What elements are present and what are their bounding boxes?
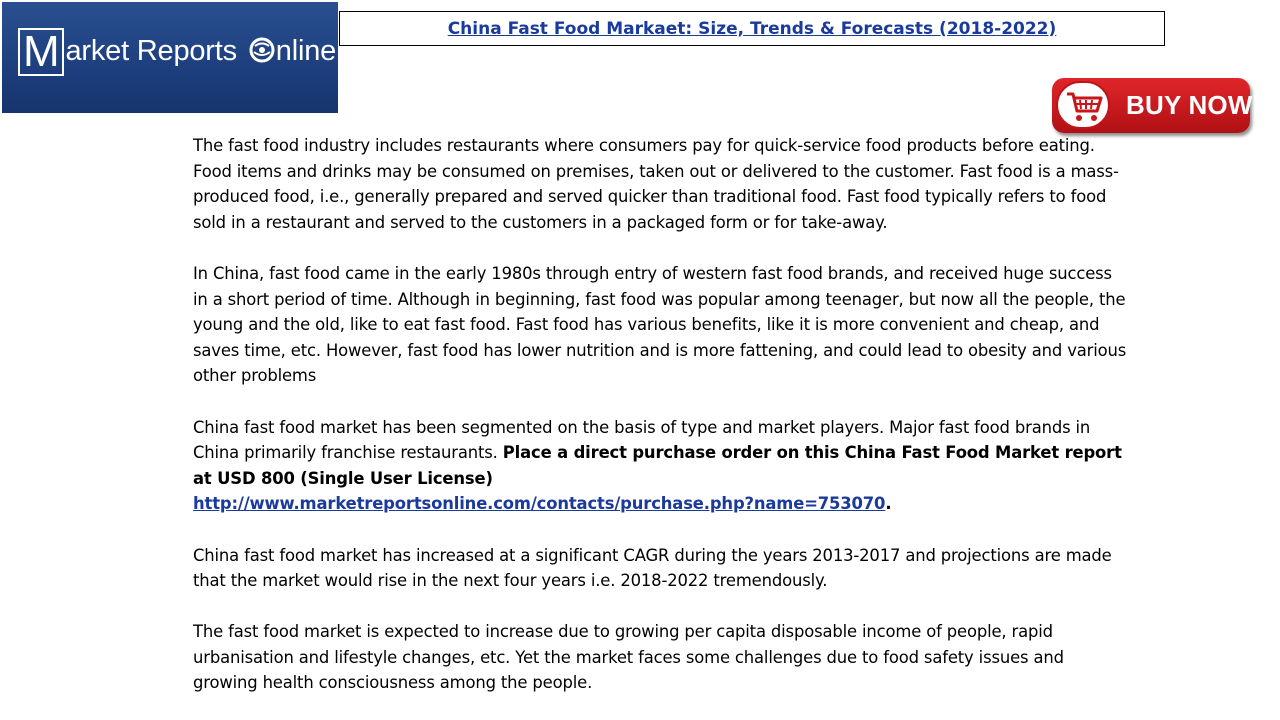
logo-text-tail: nline <box>275 35 337 67</box>
site-logo[interactable] <box>2 2 338 113</box>
logo-wordmark <box>18 28 336 76</box>
purchase-url-link[interactable]: http://www.marketreportsonline.com/contacts/purchase.php?name=753070 <box>193 494 886 514</box>
logo-m-letter: M <box>18 28 64 76</box>
purchase-offer-text: Place a direct purchase order on this China Fast Food Market report at USD 800 (Single User License) <box>193 443 1122 488</box>
purchase-period: . <box>885 494 892 514</box>
paragraph-drivers: The fast food market is expected to increase due to growing per capita disposable income of people, rapid urbanisation and lifestyle changes, etc. Yet the market faces some challenges due to food safety issues and growing health consciousness among the people. <box>193 622 1064 693</box>
paragraph-growth: China fast food market has increased at a significant CAGR during the years 2013-2017 and projections are made that the market would rise in the next four years i.e. 2018-2022 tremendously. <box>193 545 1112 591</box>
globe-o-icon <box>249 37 275 63</box>
title-box <box>339 11 1165 46</box>
report-description <box>193 133 1128 720</box>
paragraph-history: In China, fast food came in the early 1980s through entry of western fast food brands, and received huge success in a short period of time. Although in beginning, fast food was popular among teenager, but now all the people, the young and the old, like to eat fast food. Fast food has various benefits, like it is more convenient and cheap, and saves time, etc. However, fast food has lower nutrition and is more fattening, and could lead to obesity and various other problems <box>193 263 1127 386</box>
report-title-link[interactable]: China Fast Food Markaet: Size, Trends & Forecasts (2018-2022) <box>447 18 1057 39</box>
buy-now-label: BUY NOW <box>1126 90 1253 120</box>
logo-text-main: arket Reports <box>65 35 245 67</box>
paragraph-segmentation-text: China fast food market has been segmented on the basis of type and market players. Major fast food brands in China primarily franchise restaurants. <box>193 417 1091 463</box>
cart-badge <box>1056 81 1110 129</box>
paragraph-purchase <box>193 415 1128 517</box>
shopping-cart-icon <box>1066 91 1104 123</box>
buy-now-button[interactable] <box>1052 78 1253 133</box>
paragraph-intro: The fast food industry includes restaurants where consumers pay for quick-service food products before eating. Food items and drinks may be consumed on premises, taken out or delivered to the customer. Fast food is a mass-produced food, i.e., generally prepared and served quicker than traditional food. Fast food typically refers to food sold in a restaurant and served to the customers in a packaged form or for take-away. <box>193 136 1119 232</box>
